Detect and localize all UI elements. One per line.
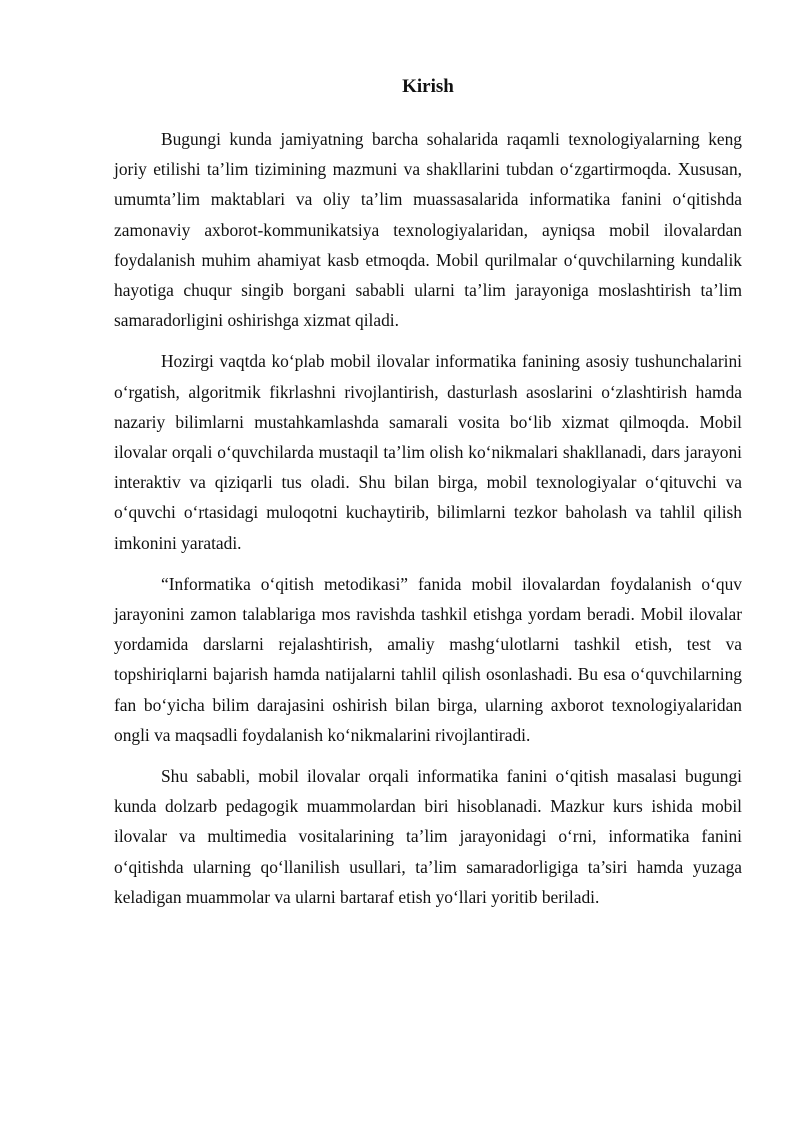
paragraph-2: Hozirgi vaqtda ko‘plab mobil ilovalar informatika fanining asosiy tushunchalarini o‘rgatish, algoritmik fikrlashni rivojlantirish, dasturlash asoslarini o‘zlashtirish hamda nazariy bilimlarni mustahkamlashda samarali vosita bo‘lib xizmat qilmoqda. Mobil ilovalar orqali o‘quvchilarda mustaqil ta’lim olish ko‘nikmalari shakllanadi, dars jarayoni interaktiv va qiziqarli tus oladi. Shu bilan birga, mobil texnologiyalar o‘qituvchi va o‘quvchi o‘rtasidagi muloqotni kuchaytirib, bilimlarni tezkor baholash va tahlil qilish imkonini yaratadi.	[114, 351, 742, 553]
document-body	[114, 124, 742, 923]
paragraph-4: Shu sababli, mobil ilovalar orqali informatika fanini o‘qitish masalasi bugungi kunda dolzarb pedagogik muammolardan biri hisoblanadi. Mazkur kurs ishida mobil ilovalar va multimedia vositalarining ta’lim jarayonidagi o‘rni, informatika fanini o‘qitishda ularning qo‘llanilish usullari, ta’lim samaradorligiga ta’siri hamda yuzaga keladigan muammolar va ularni bartaraf etish yo‘llari yoritib beriladi.	[114, 766, 742, 907]
page-title: Kirish	[402, 76, 454, 97]
paragraph-1: Bugungi kunda jamiyatning barcha sohalarida raqamli texnologiyalarning keng joriy etilishi ta’lim tizimining mazmuni va shakllarini tubdan o‘zgartirmoqda. Xususan, umumta’lim maktablari va oliy ta’lim muassasalarida informatika fanini o‘qitishda zamonaviy axborot-kommunikatsiya texnologiyalaridan, ayniqsa mobil ilovalardan foydalanish muhim ahamiyat kasb etmoqda. Mobil qurilmalar o‘quvchilarning kundalik hayotiga chuqur singib borgani sababli ularni ta’lim jarayoniga moslashtirish ta’lim samaradorligini oshirishga xizmat qiladi.	[114, 129, 742, 331]
paragraph-3: “Informatika o‘qitish metodikasi” fanida mobil ilovalardan foydalanish o‘quv jarayonini zamon talablariga mos ravishda tashkil etishga yordam beradi. Mobil ilovalar yordamida darslarni rejalashtirish, amaliy mashg‘ulotlarni tashkil etish, test va topshiriqlarni bajarish hamda natijalarni tahlil qilish osonlashadi. Bu esa o‘quvchilarning fan bo‘yicha bilim darajasini oshirish bilan birga, ularning axborot texnologiyalaridan ongli va maqsadli foydalanish ko‘nikmalarini rivojlantiradi.	[114, 573, 742, 745]
